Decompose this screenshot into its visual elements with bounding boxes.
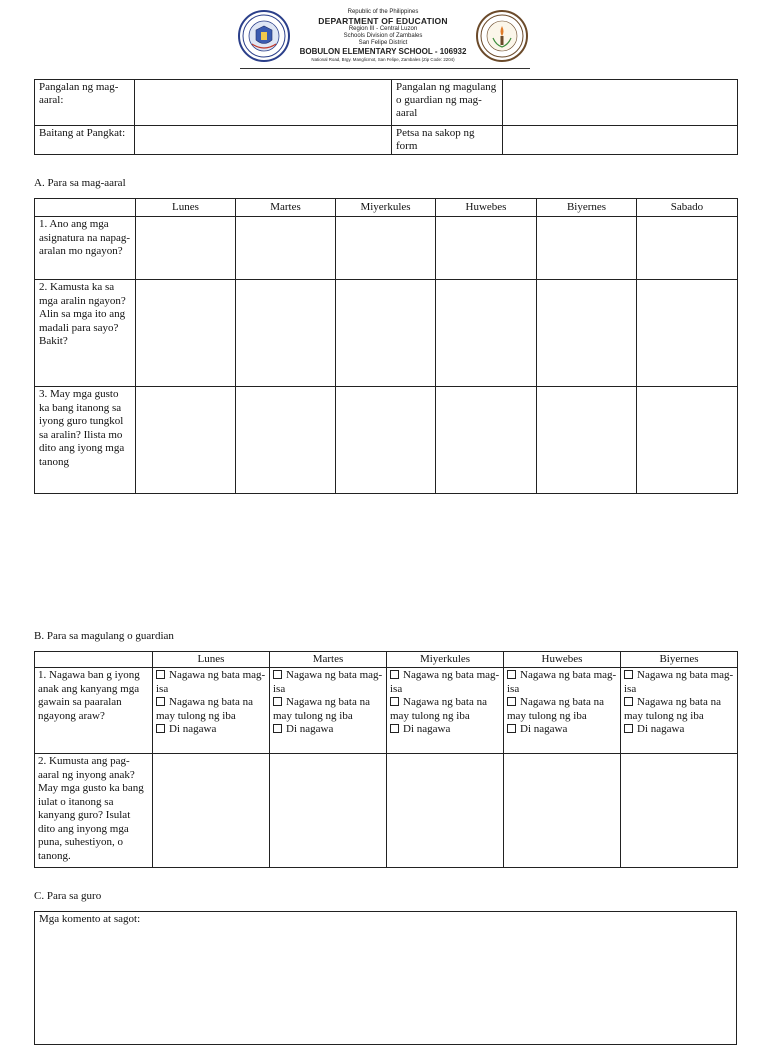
day-header: Lunes (136, 199, 236, 217)
checkbox-icon[interactable] (156, 670, 165, 679)
grade-section-field[interactable] (135, 126, 392, 155)
section-a-title: A. Para sa mag-aaral (34, 177, 126, 189)
answer-cell[interactable] (153, 754, 270, 868)
answer-cell[interactable] (336, 217, 436, 280)
day-header: Lunes (153, 652, 270, 668)
section-b-title: B. Para sa magulang o guardian (34, 630, 174, 642)
checkbox-icon[interactable] (507, 697, 516, 706)
answer-cell[interactable] (436, 387, 537, 494)
answer-cell[interactable] (236, 280, 336, 387)
school-address: National Road, Brgy. Manglicmot, San Felipe, Zambales (Zip Code: 2204) (311, 57, 455, 62)
checkbox-group (621, 668, 738, 754)
section-c-title: C. Para sa guro (34, 890, 102, 902)
option-not-done[interactable]: Di nagawa (507, 723, 617, 737)
letterhead-rule (240, 68, 530, 69)
option-done-alone[interactable]: Nagawa ng bata mag-isa (507, 669, 617, 695)
answer-cell[interactable] (436, 217, 537, 280)
option-done-alone[interactable]: Nagawa ng bata mag-isa (390, 669, 500, 695)
answer-cell[interactable] (236, 387, 336, 494)
answer-cell[interactable] (621, 754, 738, 868)
checkbox-icon[interactable] (624, 697, 633, 706)
checkbox-icon[interactable] (156, 697, 165, 706)
republic-line: Republic of the Philippines (347, 9, 419, 15)
answer-cell[interactable] (637, 387, 738, 494)
checkbox-group (270, 668, 387, 754)
comments-label: Mga komento at sagot: (39, 913, 141, 925)
day-header: Martes (236, 199, 336, 217)
answer-cell[interactable] (236, 217, 336, 280)
day-header: Biyernes (537, 199, 637, 217)
department-line: DEPARTMENT OF EDUCATION (318, 16, 448, 26)
checkbox-icon[interactable] (390, 697, 399, 706)
student-daily-table (34, 198, 738, 494)
date-covered-field[interactable] (503, 126, 738, 155)
checkbox-icon[interactable] (390, 724, 399, 733)
question-cell: 1. Ano ang mga asignatura na napag-aralan mo ngayon? (35, 217, 136, 280)
letterhead (0, 0, 768, 72)
option-not-done[interactable]: Di nagawa (273, 723, 383, 737)
student-name-field[interactable] (135, 80, 392, 126)
deped-seal-icon (238, 10, 290, 62)
day-header: Sabado (637, 199, 738, 217)
answer-cell[interactable] (436, 280, 537, 387)
answer-cell[interactable] (537, 387, 637, 494)
table-row (35, 668, 738, 754)
checkbox-group (387, 668, 504, 754)
header-blank (35, 199, 136, 217)
question-cell: 2. Kumusta ang pag-aaral ng inyong anak? May mga gusto ka bang iulat o itanong sa kanyang guro? Isulat dito ang inyong mga puna, suhestiyon, o tanong. (35, 754, 153, 868)
option-not-done[interactable]: Di nagawa (624, 723, 734, 737)
answer-cell[interactable] (336, 387, 436, 494)
answer-cell[interactable] (387, 754, 504, 868)
checkbox-icon[interactable] (273, 670, 282, 679)
parent-name-label: Pangalan ng magulang o guardian ng mag-aaral (392, 80, 503, 126)
option-done-with-help[interactable]: Nagawa ng bata na may tulong ng iba (507, 696, 604, 722)
answer-cell[interactable] (537, 280, 637, 387)
answer-cell[interactable] (270, 754, 387, 868)
day-header: Huwebes (436, 199, 537, 217)
option-done-alone[interactable]: Nagawa ng bata mag-isa (273, 669, 383, 695)
day-header: Miyerkules (336, 199, 436, 217)
checkbox-icon[interactable] (624, 670, 633, 679)
day-header: Huwebes (504, 652, 621, 668)
grade-section-label: Baitang at Pangkat: (35, 126, 135, 155)
teacher-comments-table (34, 911, 737, 1045)
table-row (35, 754, 738, 868)
district-line: San Felipe District (358, 40, 408, 46)
parent-name-field[interactable] (503, 80, 738, 126)
day-header: Martes (270, 652, 387, 668)
option-done-alone[interactable]: Nagawa ng bata mag-isa (156, 669, 266, 695)
option-done-alone[interactable]: Nagawa ng bata mag-isa (624, 669, 734, 695)
question-cell: 2. Kamusta ka sa mga aralin ngayon? Alin sa mga ito ang madali para sayo? Bakit? (35, 280, 136, 387)
question-cell: 1. Nagawa ban g iyong anak ang kanyang mga gawain sa paaralan ngayong araw? (35, 668, 153, 754)
checkbox-icon[interactable] (390, 670, 399, 679)
parent-daily-table (34, 651, 738, 868)
answer-cell[interactable] (637, 280, 738, 387)
checkbox-icon[interactable] (273, 724, 282, 733)
checkbox-group (504, 668, 621, 754)
answer-cell[interactable] (504, 754, 621, 868)
answer-cell[interactable] (136, 280, 236, 387)
student-info-table (34, 79, 738, 155)
division-line: Schools Division of Zambales (343, 33, 423, 39)
table-row (35, 280, 738, 387)
answer-cell[interactable] (537, 217, 637, 280)
option-not-done[interactable]: Di nagawa (156, 723, 266, 737)
answer-cell[interactable] (136, 217, 236, 280)
answer-cell[interactable] (336, 280, 436, 387)
table-row (35, 387, 738, 494)
question-cell: 3. May mga gusto ka bang itanong sa iyong guro tungkol sa aralin? Ilista mo dito ang iyong mga tanong (35, 387, 136, 494)
date-covered-label: Petsa na sakop ng form (392, 126, 503, 155)
answer-cell[interactable] (136, 387, 236, 494)
school-seal-icon (476, 10, 528, 62)
region-line: Region III - Central Luzon (348, 26, 418, 32)
table-row (35, 217, 738, 280)
answer-cell[interactable] (637, 217, 738, 280)
option-done-with-help[interactable]: Nagawa ng bata na may tulong ng iba (624, 696, 721, 722)
header-blank (35, 652, 153, 668)
checkbox-group (153, 668, 270, 754)
option-done-with-help[interactable]: Nagawa ng bata na may tulong ng iba (390, 696, 487, 722)
option-done-with-help[interactable]: Nagawa ng bata na may tulong ng iba (273, 696, 370, 722)
day-header: Miyerkules (387, 652, 504, 668)
student-name-label: Pangalan ng mag-aaral: (35, 80, 135, 126)
teacher-comments-field[interactable] (35, 912, 737, 1045)
checkbox-icon[interactable] (273, 697, 282, 706)
school-name: BOBULON ELEMENTARY SCHOOL - 106932 (299, 47, 467, 56)
checkbox-icon[interactable] (624, 724, 633, 733)
checkbox-icon[interactable] (156, 724, 165, 733)
option-done-with-help[interactable]: Nagawa ng bata na may tulong ng iba (156, 696, 253, 722)
checkbox-icon[interactable] (507, 724, 516, 733)
option-not-done[interactable]: Di nagawa (390, 723, 500, 737)
day-header: Biyernes (621, 652, 738, 668)
letterhead-text (290, 9, 476, 63)
checkbox-icon[interactable] (507, 670, 516, 679)
